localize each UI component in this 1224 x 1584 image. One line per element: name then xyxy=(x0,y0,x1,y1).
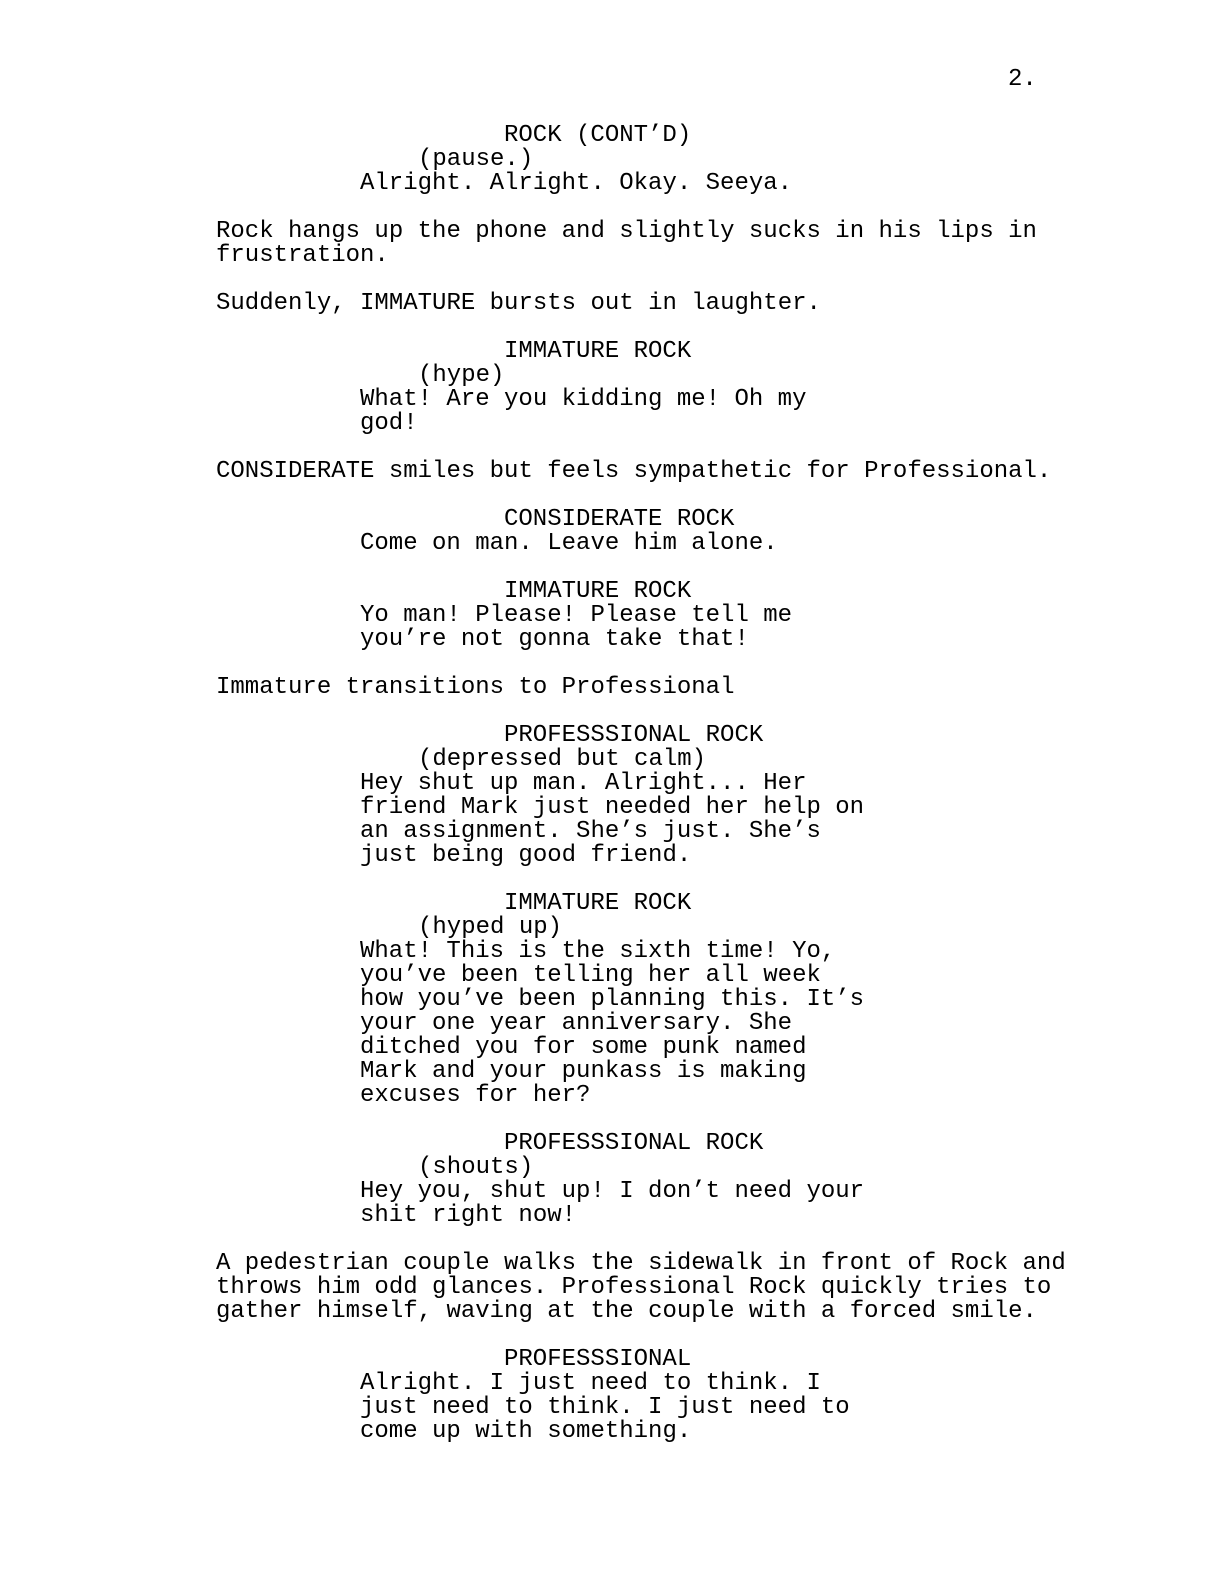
dialogue-block xyxy=(0,508,1224,556)
parenthetical: (shouts) xyxy=(418,1154,534,1181)
dialogue-line: What! Are you kidding me! Oh my xyxy=(360,386,807,413)
character-name: PROFESSSIONAL xyxy=(504,1346,692,1373)
dialogue-block xyxy=(0,892,1224,1108)
action-block xyxy=(0,220,1224,268)
dialogue-block xyxy=(0,1348,1224,1444)
dialogue-line: come up with something. xyxy=(360,1418,692,1445)
dialogue-line: how you’ve been planning this. It’s xyxy=(360,986,865,1013)
dialogue-line: your one year anniversary. She xyxy=(360,1010,793,1037)
action-line: throws him odd glances. Professional Rock quickly tries to xyxy=(216,1274,1052,1301)
dialogue-line: Hey shut up man. Alright... Her xyxy=(360,770,807,797)
parenthetical: (hype) xyxy=(418,362,505,389)
parenthetical: (hyped up) xyxy=(418,914,563,941)
dialogue-line: Come on man. Leave him alone. xyxy=(360,530,778,557)
dialogue-line: Alright. I just need to think. I xyxy=(360,1370,821,1397)
action-line: CONSIDERATE smiles but feels sympathetic for Professional. xyxy=(216,458,1052,485)
dialogue-line: friend Mark just needed her help on xyxy=(360,794,865,821)
dialogue-block xyxy=(0,340,1224,436)
dialogue-line: god! xyxy=(360,410,418,437)
action-block xyxy=(0,292,1224,316)
dialogue-line: an assignment. She’s just. She’s xyxy=(360,818,821,845)
dialogue-line: ditched you for some punk named xyxy=(360,1034,807,1061)
dialogue-block xyxy=(0,1132,1224,1228)
dialogue-line: you’re not gonna take that! xyxy=(360,626,749,653)
action-block xyxy=(0,460,1224,484)
character-name: CONSIDERATE ROCK xyxy=(504,506,735,533)
dialogue-line: just being good friend. xyxy=(360,842,692,869)
character-name: PROFESSSIONAL ROCK xyxy=(504,722,764,749)
script-body xyxy=(0,124,1224,1468)
action-line: frustration. xyxy=(216,242,389,269)
character-name: IMMATURE ROCK xyxy=(504,890,692,917)
action-block xyxy=(0,1252,1224,1324)
parenthetical: (pause.) xyxy=(418,146,534,173)
dialogue-block xyxy=(0,124,1224,196)
action-line: Rock hangs up the phone and slightly sucks in his lips in xyxy=(216,218,1037,245)
character-name: IMMATURE ROCK xyxy=(504,338,692,365)
action-line: gather himself, waving at the couple with a forced smile. xyxy=(216,1298,1037,1325)
character-name: PROFESSSIONAL ROCK xyxy=(504,1130,764,1157)
action-line: Immature transitions to Professional xyxy=(216,674,735,701)
parenthetical: (depressed but calm) xyxy=(418,746,707,773)
dialogue-block xyxy=(0,724,1224,868)
dialogue-line: shit right now! xyxy=(360,1202,577,1229)
dialogue-line: Hey you, shut up! I don’t need your xyxy=(360,1178,865,1205)
action-block xyxy=(0,676,1224,700)
dialogue-block xyxy=(0,580,1224,652)
dialogue-line: you’ve been telling her all week xyxy=(360,962,821,989)
dialogue-line: What! This is the sixth time! Yo, xyxy=(360,938,836,965)
dialogue-line: Mark and your punkass is making xyxy=(360,1058,807,1085)
action-line: A pedestrian couple walks the sidewalk in front of Rock and xyxy=(216,1250,1066,1277)
action-line: Suddenly, IMMATURE bursts out in laughter. xyxy=(216,290,821,317)
dialogue-line: Yo man! Please! Please tell me xyxy=(360,602,793,629)
dialogue-line: Alright. Alright. Okay. Seeya. xyxy=(360,170,793,197)
character-name: IMMATURE ROCK xyxy=(504,578,692,605)
page-number: 2. xyxy=(1008,66,1037,93)
dialogue-line: just need to think. I just need to xyxy=(360,1394,850,1421)
character-name: ROCK (CONT’D) xyxy=(504,122,692,149)
dialogue-line: excuses for her? xyxy=(360,1082,591,1109)
